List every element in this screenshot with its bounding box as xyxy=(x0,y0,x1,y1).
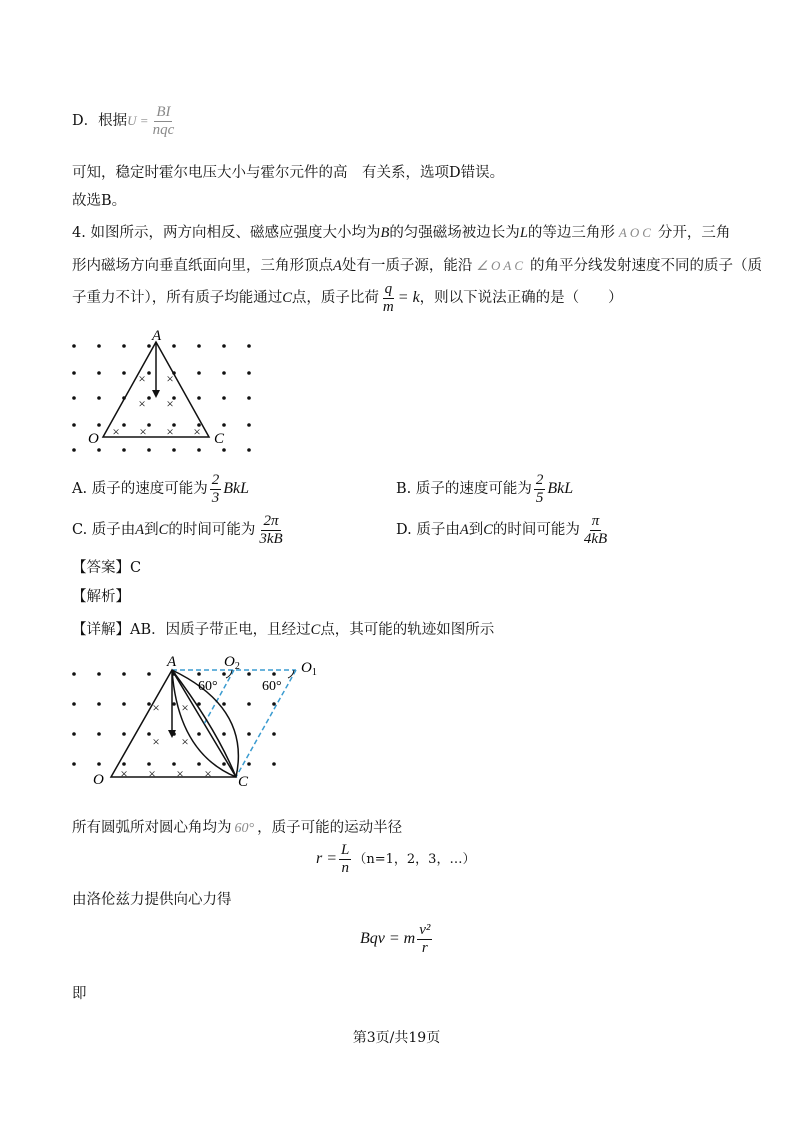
field-dot xyxy=(247,448,251,452)
field-dot xyxy=(97,672,101,676)
field-dot xyxy=(222,672,226,676)
figure-1 xyxy=(66,326,256,454)
radius-formula: r = $\frac{L}{n}$ （n=1，2，3，…） xyxy=(316,842,476,876)
field-dot xyxy=(247,762,251,766)
arc-line: 所有圆弧所对圆心角均为 60° ，质子可能的运动半径 xyxy=(72,820,403,836)
analysis-label: 【解析】 xyxy=(72,589,130,605)
label-O: O xyxy=(88,431,99,447)
field-dot xyxy=(222,448,226,452)
field-dot xyxy=(222,344,226,348)
formula-lhs: U = xyxy=(127,113,149,128)
option-d: D. 质子由A到C的时间可能为 $\frac{\pi}{4kB}$ xyxy=(396,513,608,547)
field-dot xyxy=(222,732,226,736)
field-dot xyxy=(72,762,76,766)
svg-text:×: × xyxy=(139,424,147,439)
svg-text:×: × xyxy=(181,700,189,715)
field-dot xyxy=(147,448,151,452)
svg-text:×: × xyxy=(138,371,146,386)
field-dot xyxy=(272,672,276,676)
field-dot xyxy=(72,344,76,348)
field-dot xyxy=(247,396,251,400)
field-dot xyxy=(222,371,226,375)
field-dot xyxy=(97,762,101,766)
field-dot xyxy=(97,396,101,400)
svg-text:×: × xyxy=(112,424,120,439)
field-dot xyxy=(197,762,201,766)
field-dot xyxy=(97,423,101,427)
option-d-line xyxy=(72,104,178,138)
field-dot xyxy=(147,672,151,676)
svg-text:×: × xyxy=(181,734,189,749)
field-dot xyxy=(72,396,76,400)
field-dot xyxy=(222,702,226,706)
field-dot xyxy=(97,732,101,736)
svg-text:×: × xyxy=(152,700,160,715)
option-d-label: D．根据 xyxy=(72,113,128,129)
field-dot xyxy=(97,702,101,706)
field-dot xyxy=(97,371,101,375)
field-dot xyxy=(272,732,276,736)
q4-line2: 形内磁场方向垂直纸面向里，三角形顶点A处有一质子源，能沿 ∠OAC 的角平分线发射速度不同的质子（质 xyxy=(72,258,763,274)
conclusion-line: 可知，稳定时霍尔电压大小与霍尔元件的高 有关系，选项D错误。 xyxy=(72,165,505,181)
field-dot xyxy=(72,702,76,706)
ji-line: 即 xyxy=(72,986,87,1002)
field-dot xyxy=(122,448,126,452)
svg-text:×: × xyxy=(193,424,201,439)
field-dot xyxy=(147,371,151,375)
field-dot xyxy=(72,732,76,736)
field-dot xyxy=(97,344,101,348)
option-c: C. 质子由A到C的时间可能为 $\frac{2\pi}{3kB}$ xyxy=(72,513,283,547)
field-dot xyxy=(172,448,176,452)
q4-line3: 子重力不计），所有质子均能通过C点，质子比荷 $\frac{q}{m}$ = k，则以下说法正确的是（ ） xyxy=(72,281,623,315)
svg-text:×: × xyxy=(120,766,128,781)
label-C: C xyxy=(238,774,249,788)
field-dot xyxy=(197,732,201,736)
label-A: A xyxy=(152,328,162,344)
field-dot xyxy=(222,762,226,766)
field-dot xyxy=(247,702,251,706)
lorentz-line: 由洛伦兹力提供向心力得 xyxy=(72,892,232,908)
formula-frac: $\frac{BI}{\text{nqc}}$ xyxy=(152,104,175,138)
field-dot xyxy=(122,702,126,706)
angle-label-1: 60° xyxy=(198,679,218,694)
label-C: C xyxy=(214,431,225,447)
field-dot xyxy=(197,396,201,400)
label-A: A xyxy=(167,654,177,670)
field-dot xyxy=(147,423,151,427)
svg-text:O1: $O_1$ xyxy=(301,660,317,678)
field-dot xyxy=(197,371,201,375)
svg-text:×: × xyxy=(152,734,160,749)
field-dot xyxy=(172,762,176,766)
label-O: O xyxy=(93,772,104,788)
field-dot xyxy=(147,732,151,736)
figure-2 xyxy=(66,648,336,788)
field-dot xyxy=(247,672,251,676)
option-b: B. 质子的速度可能为 $\frac{2}{5}$ BkL xyxy=(396,472,574,506)
svg-text:×: × xyxy=(138,396,146,411)
field-dot xyxy=(197,448,201,452)
field-dot xyxy=(72,672,76,676)
field-dot xyxy=(147,344,151,348)
field-dot xyxy=(122,344,126,348)
field-dot xyxy=(247,732,251,736)
answer-line: 【答案】C xyxy=(72,560,142,576)
force-formula: Bqv = m $\frac{\text{v²}}{r}$ xyxy=(360,922,431,956)
field-dot xyxy=(72,371,76,375)
svg-text:×: × xyxy=(166,396,174,411)
svg-text:×: × xyxy=(166,371,174,386)
field-dot xyxy=(222,396,226,400)
detail-line: 【详解】AB．因质子带正电，且经过C点，其可能的轨迹如图所示 xyxy=(72,622,495,638)
field-dot xyxy=(97,448,101,452)
option-a: A. 质子的速度可能为 $\frac{2}{3}$ BkL xyxy=(72,472,249,506)
field-dot xyxy=(247,423,251,427)
field-dot xyxy=(122,732,126,736)
field-dot xyxy=(72,448,76,452)
field-dot xyxy=(197,344,201,348)
svg-text:O2: $O_2$ xyxy=(224,654,240,672)
field-dot xyxy=(122,423,126,427)
field-dot xyxy=(147,396,151,400)
field-dot xyxy=(272,762,276,766)
svg-text:×: × xyxy=(148,766,156,781)
field-dot xyxy=(172,344,176,348)
choose-line: 故选B。 xyxy=(72,193,127,209)
field-dot xyxy=(122,672,126,676)
field-dot xyxy=(72,423,76,427)
field-dot xyxy=(247,371,251,375)
svg-text:×: × xyxy=(166,424,174,439)
field-dot xyxy=(272,702,276,706)
svg-text:×: × xyxy=(176,766,184,781)
field-dot xyxy=(222,423,226,427)
q4-line1: 4. 如图所示，两方向相反、磁感应强度大小均为B的匀强磁场被边长为L的等边三角形 AOC 分开，三角 xyxy=(72,225,731,241)
angle-label-2: 60° xyxy=(262,679,282,694)
page-footer: 第3页/共19页 xyxy=(352,1030,441,1046)
field-dot xyxy=(247,344,251,348)
field-dot xyxy=(147,702,151,706)
field-dot xyxy=(197,672,201,676)
field-dot xyxy=(122,371,126,375)
svg-text:×: × xyxy=(204,766,212,781)
